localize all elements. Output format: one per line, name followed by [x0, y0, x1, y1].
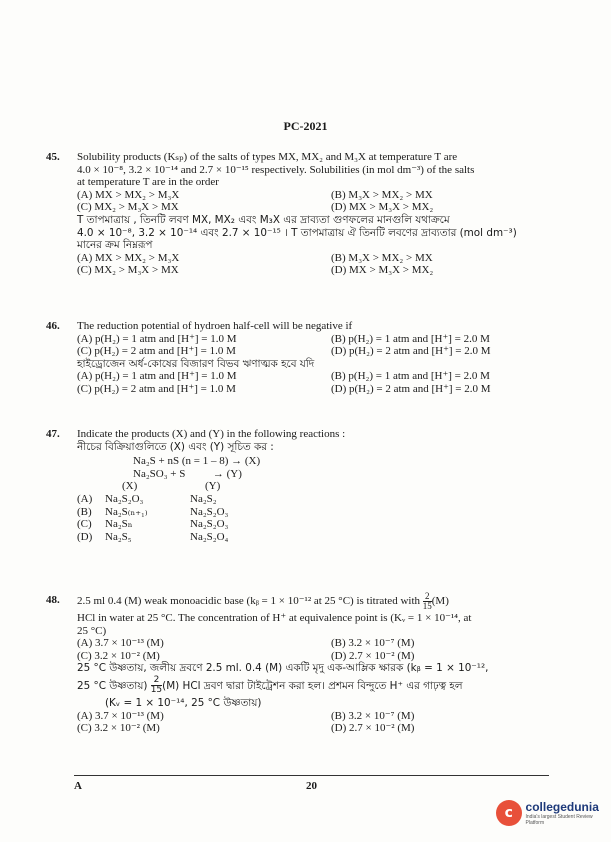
- stem-text: 25 °C উষ্ণতায়): [77, 679, 148, 692]
- option-a-bn[interactable]: (A) MX > MX₂ > M₃X: [77, 251, 180, 264]
- option-row: [77, 637, 547, 650]
- fraction-denominator: 15: [150, 685, 163, 696]
- x-value: Na₂S₅: [105, 530, 132, 543]
- option-a-bn[interactable]: (A) p(H₂) = 1 atm and [H⁺] = 1.0 M: [77, 370, 237, 383]
- stem-line-bn: হাইড্রোজেন অর্ধ-কোষের বিজারণ বিভব ঋণাত্মক হবে যদি: [77, 357, 315, 370]
- table-row[interactable]: [77, 506, 547, 519]
- page-footer: [74, 775, 549, 792]
- y-value: Na₂S₂: [190, 492, 217, 505]
- collegedunia-logo[interactable]: [496, 800, 611, 826]
- option-d-bn[interactable]: (D) MX > M₃X > MX₂: [331, 264, 434, 277]
- option-row: [77, 201, 547, 214]
- stem-line: Indicate the products (X) and (Y) in the following reactions :: [77, 428, 346, 440]
- x-value: Na₂Sₙ: [105, 518, 133, 531]
- option-a[interactable]: (A) p(H₂) = 1 atm and [H⁺] = 1.0 M: [77, 332, 237, 345]
- option-b-bn[interactable]: (B) p(H₂) = 1 atm and [H⁺] = 2.0 M: [331, 370, 490, 383]
- option-b[interactable]: (B) 3.2 × 10⁻⁷ (M): [331, 637, 415, 650]
- table-header: [77, 480, 547, 493]
- option-d-bn[interactable]: (D) 2.7 × 10⁻² (M): [331, 722, 415, 735]
- x-value: Na₂S₍ₙ₊₁₎: [105, 505, 148, 518]
- option-label: (D): [77, 530, 93, 543]
- logo-name: collegedunia: [525, 800, 599, 814]
- paper-code: PC-2021: [283, 119, 328, 133]
- option-label: (B): [77, 505, 92, 518]
- option-row: [77, 189, 547, 202]
- fraction-denominator: 15: [422, 600, 432, 611]
- stem-line-bn: [77, 675, 547, 697]
- stem-line: at temperature T are in the order: [77, 176, 219, 189]
- option-c-bn[interactable]: (C) 3.2 × 10⁻² (M): [77, 722, 160, 735]
- stem-line-bn: (Kᵥ = 1 × 10⁻¹⁴, 25 °C উষ্ণতায়): [105, 696, 262, 709]
- fraction-numerator: 2: [151, 676, 162, 686]
- page-number: 20: [306, 780, 317, 792]
- option-label: (A): [77, 492, 93, 505]
- col-y-header: (Y): [205, 480, 221, 493]
- question-47: [46, 428, 547, 543]
- table-row[interactable]: [77, 493, 547, 506]
- stem-line-bn: 4.0 × 10⁻⁸, 3.2 × 10⁻¹⁴ এবং 2.7 × 10⁻¹⁵ । T তাপমাত্রায় ঐ তিনটি লবণের দ্রাব্যতার (mol dm⁻³): [77, 226, 517, 239]
- option-row-bn: [77, 722, 547, 735]
- stem-text: (M) HCl দ্রবণ দ্বারা টাইট্রেশন করা হল। প্রশমন বিন্দুতে H⁺ এর গাঢ়ত্ব হল: [162, 679, 463, 692]
- stem-text: 2.5 ml 0.4 (M) weak monoacidic base (kᵦ = 1 × 10⁻¹² at 25 °C) is titrated with: [77, 595, 420, 607]
- option-b[interactable]: (B) p(H₂) = 1 atm and [H⁺] = 2.0 M: [331, 332, 490, 345]
- stem-line-bn: T তাপমাত্রায় , তিনটি লবণ MX, MX₂ এবং M₃X এর দ্রাব্যতা গুণফলের মানগুলি যথাক্রমে: [77, 213, 450, 226]
- option-d-bn[interactable]: (D) p(H₂) = 2 atm and [H⁺] = 2.0 M: [331, 382, 491, 395]
- option-row-bn: [77, 383, 547, 396]
- option-label: (C): [77, 518, 92, 531]
- question-number: 48.: [46, 594, 60, 606]
- option-d[interactable]: (D) 2.7 × 10⁻² (M): [331, 649, 415, 662]
- option-b-bn[interactable]: (B) 3.2 × 10⁻⁷ (M): [331, 709, 415, 722]
- table-row[interactable]: [77, 518, 547, 531]
- option-d[interactable]: (D) p(H₂) = 2 atm and [H⁺] = 2.0 M: [331, 345, 491, 358]
- option-c[interactable]: (C) MX₂ > M₃X > MX: [77, 201, 179, 214]
- option-c[interactable]: (C) 3.2 × 10⁻² (M): [77, 649, 160, 662]
- stem-line-bn: 25 °C উষ্ণতায়, জলীয় দ্রবণে 2.5 ml. 0.4 (M) একটি মৃদু এক-আম্লিক ক্ষারক (kᵦ = 1 × 10⁻¹²,: [77, 662, 489, 675]
- option-row-bn: [77, 710, 547, 723]
- option-c-bn[interactable]: (C) p(H₂) = 2 atm and [H⁺] = 1.0 M: [77, 382, 236, 395]
- stem-line: HCl in water at 25 °C. The concentration of H⁺ at equivalence point is (Kᵥ = 1 × 10⁻¹⁴, at: [77, 612, 472, 624]
- logo-icon: c: [496, 800, 522, 826]
- stem-text: (M): [431, 595, 449, 607]
- col-x-header: (X): [122, 480, 138, 493]
- logo-tagline: India's largest Student Review Platform: [525, 814, 593, 826]
- logo-text: [526, 800, 611, 826]
- question-number: 47.: [46, 428, 60, 440]
- option-c[interactable]: (C) p(H₂) = 2 atm and [H⁺] = 1.0 M: [77, 345, 236, 358]
- option-c-bn[interactable]: (C) MX₂ > M₃X > MX: [77, 264, 179, 277]
- stem-line: 25 °C): [77, 624, 107, 637]
- option-row-bn: [77, 252, 547, 265]
- reaction-line: Na₂SO₃ + S → (Y): [133, 467, 242, 480]
- question-number: 45.: [46, 151, 60, 163]
- question-48: [46, 590, 547, 735]
- option-row: [77, 345, 547, 358]
- stem-line: 4.0 × 10⁻⁸, 3.2 × 10⁻¹⁴ and 2.7 × 10⁻¹⁵ respectively. Solubilities (in mol dm⁻³) of the salts: [77, 163, 475, 176]
- fraction-numerator: 2: [423, 592, 432, 602]
- question-45: [46, 151, 547, 277]
- stem-line-bn: নীচের বিক্রিয়াগুলিতে (X) এবং (Y) সূচিত কর :: [77, 440, 274, 453]
- option-row: [77, 650, 547, 663]
- stem-line-bn: মানের ক্রম নিম্নরূপ: [77, 239, 153, 252]
- y-value: Na₂S₂O₃: [190, 505, 229, 518]
- fraction: [151, 676, 162, 695]
- stem-line: [77, 590, 547, 612]
- table-row[interactable]: [77, 531, 547, 544]
- option-d[interactable]: (D) MX > M₃X > MX₂: [331, 201, 434, 214]
- booklet-code: A: [74, 780, 82, 792]
- stem-line: Solubility products (Kₛₚ) of the salts of types MX, MX₂ and M₃X at temperature T are: [77, 151, 458, 163]
- reaction-line: Na₂S + nS (n = 1 – 8) → (X): [133, 455, 261, 468]
- option-a[interactable]: (A) MX > MX₂ > M₃X: [77, 188, 180, 201]
- option-row: [77, 333, 547, 346]
- question-46: [46, 320, 547, 396]
- y-value: Na₂S₂O₄: [190, 530, 229, 543]
- y-value: Na₂S₂O₃: [190, 518, 229, 531]
- option-a[interactable]: (A) 3.7 × 10⁻¹³ (M): [77, 637, 164, 650]
- stem-line: The reduction potential of hydroen half-cell will be negative if: [77, 320, 353, 332]
- x-value: Na₂S₂O₃: [105, 492, 144, 505]
- fraction: [423, 592, 432, 611]
- option-row-bn: [77, 370, 547, 383]
- option-b[interactable]: (B) M₃X > MX₂ > MX: [331, 188, 433, 201]
- option-b-bn[interactable]: (B) M₃X > MX₂ > MX: [331, 251, 433, 264]
- question-number: 46.: [46, 320, 60, 332]
- option-a-bn[interactable]: (A) 3.7 × 10⁻¹³ (M): [77, 709, 164, 722]
- option-row-bn: [77, 264, 547, 277]
